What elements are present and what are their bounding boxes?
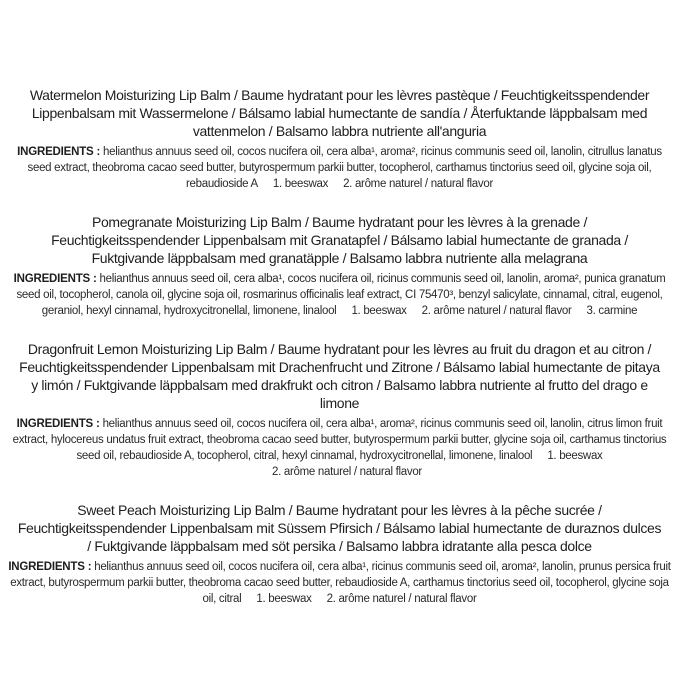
ingredients-text: helianthus annuus seed oil, cera alba¹, cocos nucifera oil, ricinus communis seed oil, lanolin, aroma², punica granatum seed oil, tocopherol, canola oil, glycine soja oil, rosmarinus officinalis leaf extract, CI 75470³, benzyl salicylate, cinnamal, citral, eugenol, geraniol, hexyl cinnamal, hydroxycitronellal, limonene, linalool — [16, 273, 666, 317]
ingredients-text: helianthus annuus seed oil, cocos nucifera oil, cera alba¹, aroma², ricinus communis seed oil, lanolin, citrus limon fruit extract, hylocereus undatus fruit extract, theobroma cacao seed butter, butyrospermum parkii butter, glycine soja oil, carthamus tinctorius seed oil, rebaudioside A, tocopherol, citral, hexyl cinnamal, hydroxycitronellal, limonene, linalool — [12, 418, 667, 462]
ingredients-text: helianthus annuus seed oil, cocos nucifera oil, cera alba¹, aroma², ricinus communis seed oil, lanolin, citrullus lanatus seed extract, theobroma cacao seed butter, butyrospermum parkii butter, tocopherol, carthamus tinctorius seed oil, glycine soja oil, rebaudioside A — [27, 146, 662, 190]
ingredients-label: INGREDIENTS : — [13, 273, 97, 285]
ingredients-text: helianthus annuus seed oil, cocos nucifera oil, cera alba¹, ricinus communis seed oil, aroma², lanolin, prunus persica fruit extract, butyrospermum parkii butter, theobroma cacao seed butter, rebaudioside A, carthamus tinctorius seed oil, tocopherol, glycine soja oil, citral — [10, 561, 671, 605]
footnote: 2. arôme naturel / natural flavor — [343, 178, 493, 190]
ingredients-paragraph — [7, 271, 672, 319]
footnote: 2. arôme naturel / natural flavor — [272, 466, 422, 478]
footnote: 3. carmine — [586, 305, 638, 317]
product-title: Sweet Peach Moisturizing Lip Balm / Baume hydratant pour les lèvres à la pêche sucrée / Feuchtigkeitsspendender Lippenbalsam mit Süssem Pfirsich / Bálsamo labial humectante de duraznos dulces / Fuktgivande läppbalsam med söt persika / Balsamo labbra idratante alla pesca dolce — [17, 502, 662, 554]
product-section-dragonfruit-lemon — [7, 340, 672, 480]
footnote: 1. beeswax — [547, 450, 603, 462]
ingredients-paragraph — [7, 144, 672, 192]
ingredients-label: INGREDIENTS : — [16, 418, 100, 430]
product-section-watermelon — [7, 86, 672, 192]
footnote: 2. arôme naturel / natural flavor — [326, 593, 477, 605]
product-title: Dragonfruit Lemon Moisturizing Lip Balm / Baume hydratant pour les lèvres au fruit du dragon et au citron / Feuchtigkeitsspendender Lippenbalsam mit Drachenfrucht und Zitrone / Bálsamo labial humectante de pitaya y limón / Fuktgivande läppbalsam med drakfrukt och citron / Balsamo labbra nutriente al frutto del drago e limone — [19, 341, 660, 411]
footnote: 1. beeswax — [351, 305, 407, 317]
product-section-sweet-peach — [7, 501, 672, 607]
product-section-pomegranate — [7, 213, 672, 319]
ingredients-paragraph — [7, 416, 672, 480]
footnote: 1. beeswax — [272, 178, 329, 190]
ingredients-label: INGREDIENTS : — [8, 561, 92, 573]
ingredients-paragraph — [7, 559, 672, 607]
product-title: Pomegranate Moisturizing Lip Balm / Baume hydratant pour les lèvres à la grenade / Feuchtigkeitsspendender Lippenbalsam mit Granatapfel / Bálsamo labial humectante de granada / Fuktgivande läppbalsam med granatäpple / Balsamo labbra nutriente alla melagrana — [51, 214, 628, 266]
footnote: 2. arôme naturel / natural flavor — [421, 305, 572, 317]
ingredients-label: INGREDIENTS : — [17, 146, 101, 158]
product-title: Watermelon Moisturizing Lip Balm / Baume hydratant pour les lèvres pastèque / Feuchtigkeitsspendender Lippenbalsam mit Wassermelone / Bálsamo labial humectante de sandía / Återfuktande läppbalsam med vattenmelon / Balsamo labbra nutriente all'anguria — [29, 87, 650, 139]
footnote: 1. beeswax — [256, 593, 312, 605]
